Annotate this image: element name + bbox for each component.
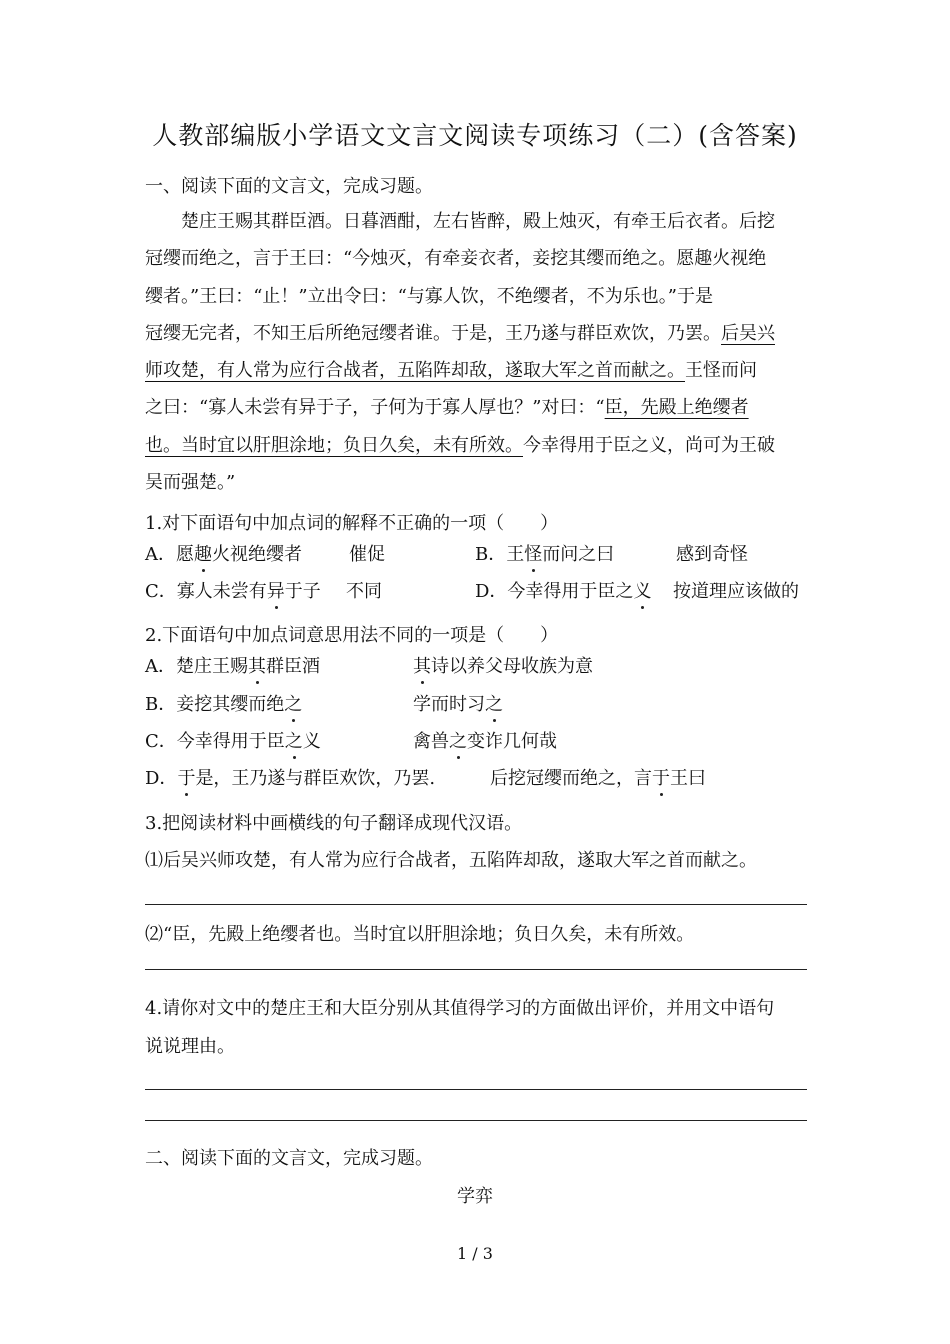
q2-option-c-compare: 禽兽之变诈几何哉 bbox=[413, 731, 557, 752]
passage-line: 缨者。”王曰：“止！”立出令曰：“与寡人饮，不绝缨者，不为乐也。”于是 bbox=[145, 285, 714, 307]
underlined-sentence: 后吴兴 bbox=[721, 322, 775, 344]
passage-line: 吴而强楚。” bbox=[145, 472, 236, 494]
q1-stem: 1.对下面语句中加点词的解释不正确的一项（ ） bbox=[145, 513, 559, 534]
q1-option-a-gloss: 催促 bbox=[349, 544, 385, 565]
page-number: 1 / 3 bbox=[457, 1244, 493, 1263]
q2-option-b: B．妾挖其缨而绝之 bbox=[145, 694, 303, 715]
q3-item-1: ⑴后吴兴师攻楚，有人常为应行合战者，五陷阵却敌，遂取大军之首而献之。 bbox=[145, 850, 757, 871]
q1-option-b-gloss: 感到奇怪 bbox=[676, 544, 748, 565]
passage-line: 冠缨而绝之，言于王曰：“今烛灭，有牵妾衣者，妾挖其缨而绝之。愿趣火视绝 bbox=[145, 248, 767, 270]
q2-stem: 2.下面语句中加点词意思用法不同的一项是（ ） bbox=[145, 625, 559, 646]
passage-line bbox=[145, 427, 807, 464]
passage-text: 今幸得用于臣之义，尚可为王破 bbox=[523, 434, 775, 456]
section2-heading: 二、阅读下面的文言文，完成习题。 bbox=[145, 1148, 433, 1169]
underlined-sentence: 师攻楚，有人常为应行合战者，五陷阵却敌，遂取大军之首而献之。 bbox=[145, 360, 685, 382]
q2-option-d: D．于是，王乃遂与群臣欢饮，乃罢. bbox=[145, 768, 436, 789]
section1-heading: 一、阅读下面的文言文，完成习题。 bbox=[145, 176, 433, 197]
passage-line bbox=[145, 389, 807, 426]
dotted-char: 之 bbox=[449, 731, 467, 752]
q1-option-b: B．王怪而问之曰 bbox=[475, 544, 615, 565]
passage-text: 王怪而问 bbox=[685, 360, 757, 382]
passage-line bbox=[145, 352, 807, 389]
dotted-char: 义 bbox=[633, 581, 652, 602]
q2-option-d-compare: 后挖冠缨而绝之，言于王曰 bbox=[490, 768, 706, 789]
answer-line bbox=[145, 969, 807, 970]
underlined-sentence: 也。当时宜以肝胆涂地；负日久矣，未有所效。 bbox=[145, 434, 523, 456]
q4-stem-line-2: 说说理由。 bbox=[145, 1036, 235, 1057]
passage-line bbox=[145, 315, 807, 352]
underlined-sentence: 臣，先殿上绝缨者 bbox=[604, 397, 749, 419]
dotted-char: 怪 bbox=[524, 544, 543, 565]
dotted-char: 其 bbox=[248, 656, 266, 677]
q2-option-c: C．今幸得用于臣之义 bbox=[145, 731, 321, 752]
q3-stem: 3.把阅读材料中画横线的句子翻译成现代汉语。 bbox=[145, 813, 523, 834]
passage-line: 楚庄王赐其群臣酒。日暮酒酣，左右皆醉，殿上烛灭，有牵王后衣者。后挖 bbox=[145, 211, 775, 232]
passage bbox=[145, 203, 807, 501]
q1-option-d: D．今幸得用于臣之义 bbox=[475, 581, 652, 602]
q2-option-b-compare: 学而时习之 bbox=[413, 694, 503, 715]
dotted-char: 之 bbox=[284, 731, 303, 752]
q4-stem-line-1: 4.请你对文中的楚庄王和大臣分别从其值得学习的方面做出评价，并用文中语句 bbox=[145, 998, 775, 1019]
q1-option-c-gloss: 不同 bbox=[346, 581, 382, 602]
answer-line bbox=[145, 1120, 807, 1121]
q2-option-a-compare: 其诗以养父母收族为意 bbox=[413, 656, 593, 677]
q1-option-c: C．寡人未尝有异于子 bbox=[145, 581, 321, 602]
section2-subtitle: 学弈 bbox=[457, 1186, 493, 1207]
dotted-char: 之 bbox=[485, 694, 503, 715]
q1-option-d-gloss: 按道理应该做的 bbox=[673, 581, 799, 602]
dotted-char: 异 bbox=[266, 581, 285, 602]
dotted-char: 其 bbox=[413, 656, 431, 677]
passage-text: 冠缨无完者，不知王后所绝冠缨者谁。于是，王乃遂与群臣欢饮，乃罢。 bbox=[145, 322, 721, 344]
q1-option-a: A．愿趣火视绝缨者 bbox=[145, 544, 302, 565]
dotted-char: 于 bbox=[652, 768, 670, 789]
dotted-char: 之 bbox=[284, 694, 303, 715]
dotted-char: 趣 bbox=[194, 544, 212, 565]
answer-line bbox=[145, 1089, 807, 1090]
dotted-char: 于 bbox=[177, 768, 196, 789]
page-title: 人教部编版小学语文文言文阅读专项练习（二）(含答案) bbox=[152, 121, 798, 150]
q2-option-a: A．楚庄王赐其群臣酒 bbox=[145, 656, 320, 677]
passage-text: 之曰：“寡人未尝有异于子，子何为于寡人厚也？”对曰：“ bbox=[145, 397, 605, 419]
answer-line bbox=[145, 904, 807, 905]
q3-item-2: ⑵“臣，先殿上绝缨者也。当时宜以肝胆涂地；负日久矣，未有所效。 bbox=[145, 924, 695, 945]
